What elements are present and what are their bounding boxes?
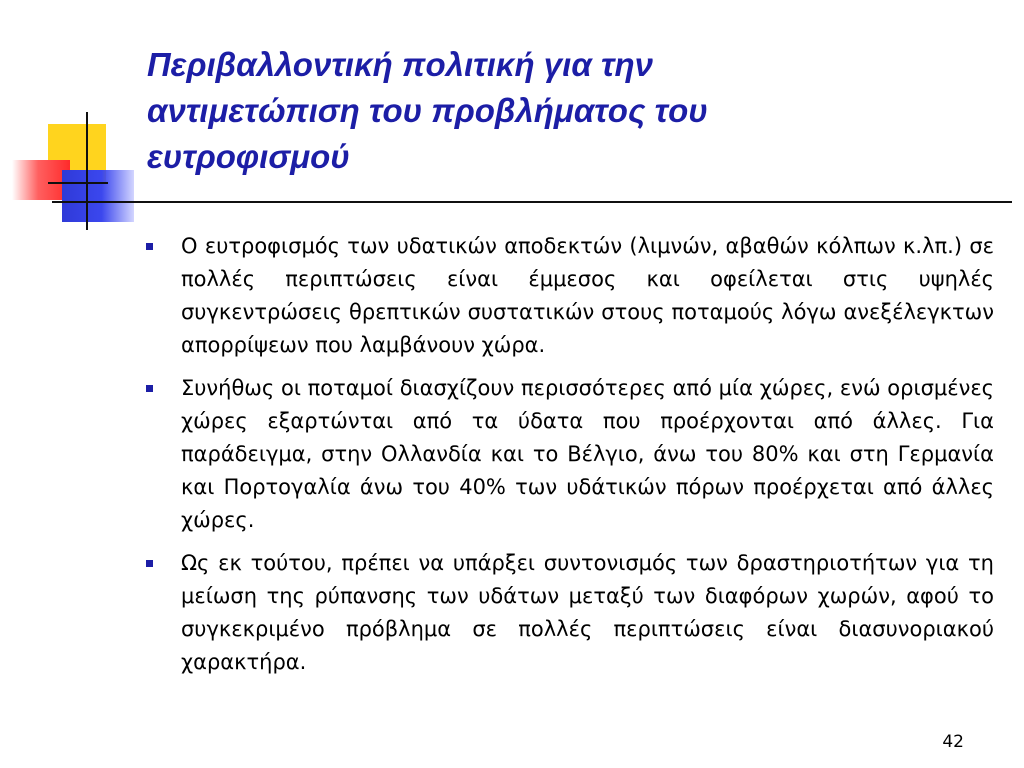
square-bullet-icon (146, 560, 153, 567)
bullet-item (142, 230, 994, 362)
title-line: ευτροφισμού (147, 138, 350, 175)
decorative-squares-ornament (0, 0, 160, 240)
bullet-text: Ο ευτροφισμός των υδατικών αποδεκτών (λιμνών, αβαθών κόλπων κ.λπ.) σε πολλές περιπτώσεις είναι έμμεσος και οφείλεται στις υψηλές συγκεντρώσεις θρεπτικών συστατικών στους ποταμούς λόγω ανεξέλεγκτων απορρίψεων που λαμβάνουν χώρα. (181, 234, 994, 357)
square-bullet-icon (146, 385, 153, 392)
bullet-text: Συνήθως οι ποταμοί διασχίζουν περισσότερες από μία χώρες, ενώ ορισμένες χώρες εξαρτώνται από τα ύδατα που προέρχονται από άλλες. Για παράδειγμα, στην Ολλανδία και το Βέλγιο, άνω του 80% και στη Γερμανία και Πορτογαλία άνω του 40% των υδάτικών πόρων προέρχεται από άλλες χώρες. (181, 376, 994, 532)
bullet-item (142, 372, 994, 537)
bullet-item (142, 547, 994, 679)
square-bullet-icon (146, 243, 153, 250)
slide-title (147, 42, 1007, 180)
bullet-text: Ως εκ τούτου, πρέπει να υπάρξει συντονισμός των δραστηριοτήτων για τη μείωση της ρύπανσης των υδάτων μεταξύ των διαφόρων χωρών, αφού το συγκεκριμένο πρόβλημα σε πολλές περιπτώσεις είναι διασυνοριακού χαρακτήρα. (181, 551, 994, 674)
vertical-line-decoration (86, 112, 88, 230)
page-number: 42 (942, 732, 964, 752)
title-line: αντιμετώπιση του προβλήματος του (147, 92, 708, 129)
title-line: Περιβαλλοντική πολιτική για την (147, 46, 653, 83)
blue-square-decoration (62, 170, 134, 222)
short-horizontal-line-decoration (48, 182, 108, 184)
bullet-list (142, 230, 994, 689)
title-divider-line (52, 201, 1012, 203)
